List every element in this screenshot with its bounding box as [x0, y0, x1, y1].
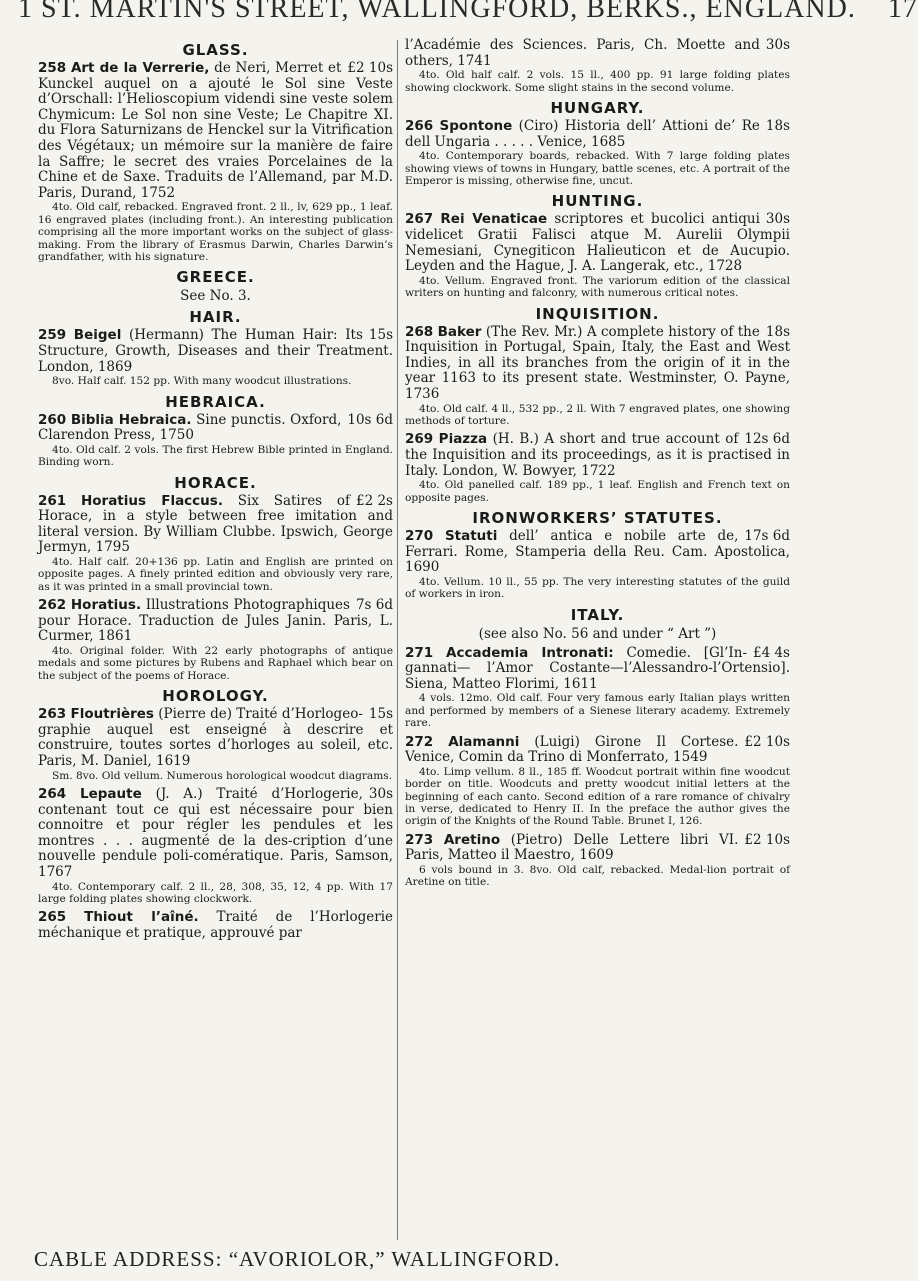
- entry-price: 18s: [765, 118, 790, 134]
- entry-title-line: [38, 707, 393, 769]
- entry-description: 4to. Half calf. 20+136 pp. Latin and English are printed on opposite pages. A finely printed edition and obviously very rare, as it was printed in a small provincial town.: [38, 555, 393, 593]
- entry-title: (H. B.) A short and true account of the Inquisition and its proceedings, as it is practised in Italy. London, W. Bowyer, 1722: [405, 431, 790, 479]
- section-heading: HUNTING.: [551, 192, 644, 211]
- entry-price: £2 10s: [744, 733, 790, 750]
- section-heading: HEBRAICA.: [165, 392, 266, 411]
- entry-number: 263: [38, 706, 67, 723]
- section-heading: INQUISITION.: [535, 304, 660, 323]
- entry-author: Lepaute: [80, 785, 142, 802]
- entry-title: Comedie. [Gl’In-gannati— l’Amor Costante—l’Alessandro-l’Ortensio]. Siena, Matteo Florimi, 1611: [405, 644, 790, 692]
- entry-price: £2 10s: [744, 831, 790, 848]
- entry-author: Floutrières: [70, 706, 154, 723]
- catalogue-entry: [38, 787, 393, 905]
- entry-title-line: [405, 38, 790, 69]
- entry-author: Baker: [437, 323, 482, 340]
- entry-price: 17s 6d: [744, 527, 790, 544]
- entry-number: 259: [38, 327, 67, 344]
- entry-title-line: [38, 598, 393, 645]
- entry-price: £4 4s: [753, 644, 790, 661]
- entry-number: 266: [405, 118, 434, 134]
- catalogue-entry: [405, 38, 790, 94]
- entry-description: 4to. Old calf. 2 vols. The first Hebrew Bible printed in England. Binding worn.: [38, 443, 393, 469]
- entry-title-line: [38, 328, 393, 375]
- entry-title: Illustrations Photographiques pour Horace. Traduction de Jules Janin. Paris, L. Curmer, 1861: [38, 597, 393, 645]
- section-heading: GLASS.: [182, 41, 249, 59]
- entry-price: 15s: [368, 706, 393, 723]
- entry-number: 262: [38, 597, 67, 614]
- entry-number: 264: [38, 785, 67, 802]
- entry-author: Alamanni: [448, 733, 520, 750]
- section-heading: ITALY.: [570, 605, 625, 624]
- entry-description: 4to. Contemporary boards, rebacked. With 7 large folding plates showing views of towns in Hungary, battle scenes, etc. A portrait of the Emperor is missing, otherwise fine, uncut.: [405, 150, 790, 187]
- entry-title: (Luigi) Girone Il Cortese. Venice, Comin da Trino di Monferrato, 1549: [405, 733, 739, 766]
- entry-price: 10s 6d: [347, 411, 393, 428]
- entry-description: 4to. Limp vellum. 8 ll., 185 ff. Woodcut portrait within fine woodcut border on title. Woodcuts and pretty woodcut initial letters at the beginning of each canto. Second edition of a rare romance of chivalry in verse, dedicated to Henry II. In the preface the author gives the origin of the Knights of the Round Table. Brunet I, 126.: [405, 765, 790, 828]
- entry-title: (Hermann) The Human Hair: Its Structure, Growth, Diseases and their Treatment. London, 1869: [38, 327, 393, 375]
- right-column: [405, 38, 790, 1243]
- entry-description: Sm. 8vo. Old vellum. Numerous horological woodcut diagrams.: [52, 769, 393, 782]
- entry-title: Sine punctis. Oxford, Clarendon Press, 1750: [38, 411, 342, 444]
- entry-number: 258: [38, 60, 67, 76]
- entry-author: Statuti: [444, 527, 498, 544]
- entry-title-line: [38, 413, 393, 444]
- entry-author: Art de la Verrerie,: [70, 60, 210, 76]
- entry-title: (J. A.) Traité d’Horlogerie, contenant tout ce qui est nécessaire pour bien connoitre et pour régler les pendules et les montres . . . augmenté de la des-cription d’une nouvelle pendule poli-comératique. Paris, Samson, 1767: [38, 785, 393, 880]
- page-number: 17: [887, 0, 918, 24]
- entry-number: 270: [405, 527, 434, 544]
- entry-description: 6 vols bound in 3. 8vo. Old calf, rebacked. Medal-lion portrait of Aretine on title.: [405, 863, 790, 889]
- entry-number: 273: [405, 831, 434, 848]
- entry-title-line: [38, 494, 393, 556]
- section-heading: HUNGARY.: [550, 99, 645, 117]
- cross-reference: (see also No. 56 and under “ Art ”): [478, 625, 717, 642]
- entry-author: Horatius.: [70, 597, 142, 614]
- entry-title-line: [405, 119, 790, 150]
- catalogue-entry: [405, 212, 790, 299]
- entry-price: £2 10s: [347, 60, 393, 76]
- entry-title: de Neri, Merret et Kunckel auquel on a ajouté le Sol sine Veste d’Orschall: l’Helioscopium videndi sine veste solem Chymicum: Le Sol non sine Veste; Le Chapitre XI. du Flora Saturnizans de Henckel sur la Vitrification des Végétaux; un mémoire sur la manière de faire la Saffre; le secret des vraies Porcelaines de la Chine et de Saxe. Traduits de l’Allemand, par M.D. Paris, Durand, 1752: [38, 60, 393, 201]
- entry-title-line: [38, 910, 393, 941]
- section-heading: HOROLOGY.: [162, 687, 269, 706]
- entry-price: 18s: [765, 323, 790, 340]
- entry-price: 30s: [765, 37, 790, 53]
- entry-author: Rei Venaticae: [440, 211, 548, 228]
- catalogue-entry: [405, 432, 790, 504]
- entry-description: 4to. Old half calf. 2 vols. 15 ll., 400 pp. 91 large folding plates showing clockwork. Some slight stains in the second volume.: [405, 69, 790, 94]
- entry-number: 261: [38, 492, 67, 509]
- entry-description: 4to. Old calf. 4 ll., 532 pp., 2 ll. With 7 engraved plates, one showing methods of torture.: [405, 402, 790, 427]
- entry-number: 268: [405, 323, 434, 340]
- entry-author: Piazza: [438, 431, 488, 448]
- catalogue-entry: [38, 910, 393, 941]
- entry-title-line: [405, 833, 790, 864]
- entry-description: 4 vols. 12mo. Old calf. Four very famous early Italian plays written and performed by members of a Sienese literary academy. Extremely rare.: [405, 692, 790, 730]
- catalogue-entry: [38, 707, 393, 782]
- entry-author: Aretino: [443, 831, 501, 848]
- entry-author: Biblia Hebraica.: [70, 411, 192, 428]
- entry-description: 4to. Original folder. With 22 early photographs of antique medals and some pictures by Rubens and Raphael which bear on the subject of the poems of Horace.: [38, 644, 393, 682]
- entry-author: Spontone: [439, 118, 513, 134]
- entry-price: £2 2s: [356, 492, 393, 509]
- entry-description: 4to. Old calf, rebacked. Engraved front. 2 ll., lv, 629 pp., 1 leaf. 16 engraved plates (including front.). An interesting publication comprising all the more important works on the subject of glass-making. From the library of Erasmus Darwin, Charles Darwin’s grandfather, with his signature.: [38, 201, 393, 263]
- page-footer: CABLE ADDRESS: “AVORIOLOR,” WALLINGFORD.: [34, 1247, 561, 1271]
- entry-number: 267: [405, 211, 434, 228]
- catalogue-entry: [38, 413, 393, 469]
- entry-description: 4to. Vellum. 10 ll., 55 pp. The very interesting statutes of the guild of workers in iron.: [405, 575, 790, 601]
- catalogue-entry: [405, 119, 790, 187]
- catalogue-entry: [38, 328, 393, 387]
- entry-title-line: [38, 787, 393, 881]
- left-column: [38, 38, 393, 1243]
- entry-title: scriptores et bucolici antiqui videlicet Gratii Falisci atque M. Aurelii Olympii Nemesiani, Cynegiticon Halieuticon et de Aucupio. Leyden and the Hague, J. A. Langerak, etc., 1728: [405, 211, 790, 275]
- entry-title: (The Rev. Mr.) A complete history of the Inquisition in Portugal, Spain, Italy, the East and West Indies, in all its branches from the origin of it in the year 1163 to its present state. Westminster, O. Payne, 1736: [405, 323, 790, 402]
- column-divider: [397, 40, 398, 1240]
- cross-reference: See No. 3.: [180, 288, 251, 305]
- entry-description: 8vo. Half calf. 152 pp. With many woodcut illustrations.: [52, 375, 352, 388]
- entry-price: 30s: [765, 211, 790, 228]
- entry-title-line: [405, 646, 790, 693]
- catalogue-entry: [405, 325, 790, 428]
- entry-author: Horatius Flaccus.: [80, 492, 223, 509]
- entry-title-line: [38, 61, 393, 201]
- entry-number: 271: [405, 644, 434, 661]
- catalogue-entry: [38, 494, 393, 594]
- catalogue-entry: [38, 598, 393, 682]
- section-heading: HAIR.: [189, 308, 242, 327]
- entry-price: 7s 6d: [355, 597, 393, 614]
- section-heading: IRONWORKERS’ STATUTES.: [472, 508, 723, 527]
- entry-author: Accademia Intronati:: [446, 644, 614, 661]
- entry-title: l’Académie des Sciences. Paris, Ch. Moette and others, 1741: [405, 37, 760, 69]
- entry-price: 30s: [368, 785, 393, 802]
- entry-title: Traité de l’Horlogerie méchanique et pratique, approuvé par: [38, 909, 394, 941]
- entry-title-line: [405, 432, 790, 479]
- entry-title: (Ciro) Historia dell’ Attioni de’ Re dell Ungaria . . . . . Venice, 1685: [405, 118, 760, 150]
- entry-title: (Pierre de) Traité d’Horlogeo-graphie auquel est enseigné à descrire et construire, toutes sortes d’horloges au soleil, etc. Paris, M. Daniel, 1619: [38, 706, 393, 769]
- entry-price: 15s: [368, 327, 393, 344]
- header-address: 1 ST. MARTIN'S STREET, WALLINGFORD, BERKS., ENGLAND.: [18, 0, 856, 24]
- section-heading: GREECE.: [176, 268, 255, 287]
- entry-title-line: [405, 212, 790, 274]
- entry-title-line: [405, 529, 790, 576]
- entry-description: 4to. Old panelled calf. 189 pp., 1 leaf. English and French text on opposite pages.: [405, 479, 790, 504]
- entry-author: Thiout l’aîné.: [84, 909, 199, 926]
- entry-number: 269: [405, 431, 434, 448]
- entry-description: 4to. Vellum. Engraved front. The variorum edition of the classical writers on hunting and falconry, with numerous critical notes.: [405, 274, 790, 300]
- section-heading: HORACE.: [174, 473, 257, 492]
- entry-description: 4to. Contemporary calf. 2 ll., 28, 308, 35, 12, 4 pp. With 17 large folding plates showing clockwork.: [38, 880, 393, 905]
- entry-number: 272: [405, 733, 434, 750]
- catalogue-entry: [405, 735, 790, 828]
- entry-title-line: [405, 735, 790, 766]
- entry-number: 260: [38, 411, 67, 428]
- entry-author: Beigel: [73, 327, 122, 344]
- catalogue-entry: [405, 646, 790, 730]
- entry-price: 12s 6d: [744, 431, 790, 448]
- entry-title-line: [405, 325, 790, 403]
- catalogue-entry: [405, 833, 790, 889]
- catalogue-entry: [405, 529, 790, 601]
- entry-title: dell’ antica e nobile arte de, Ferrari. Rome, Stamperia della Reu. Cam. Apostolica, 1690: [405, 527, 790, 576]
- catalogue-entry: [38, 61, 393, 263]
- page-header: [0, 0, 918, 24]
- entry-title: Six Satires of Horace, in a style between free imitation and literal version. By William Clubbe. Ipswich, George Jermyn, 1795: [38, 492, 393, 556]
- entry-title: (Pietro) Delle Lettere libri VI. Paris, Matteo il Maestro, 1609: [405, 831, 739, 864]
- entry-number: 265: [38, 909, 67, 926]
